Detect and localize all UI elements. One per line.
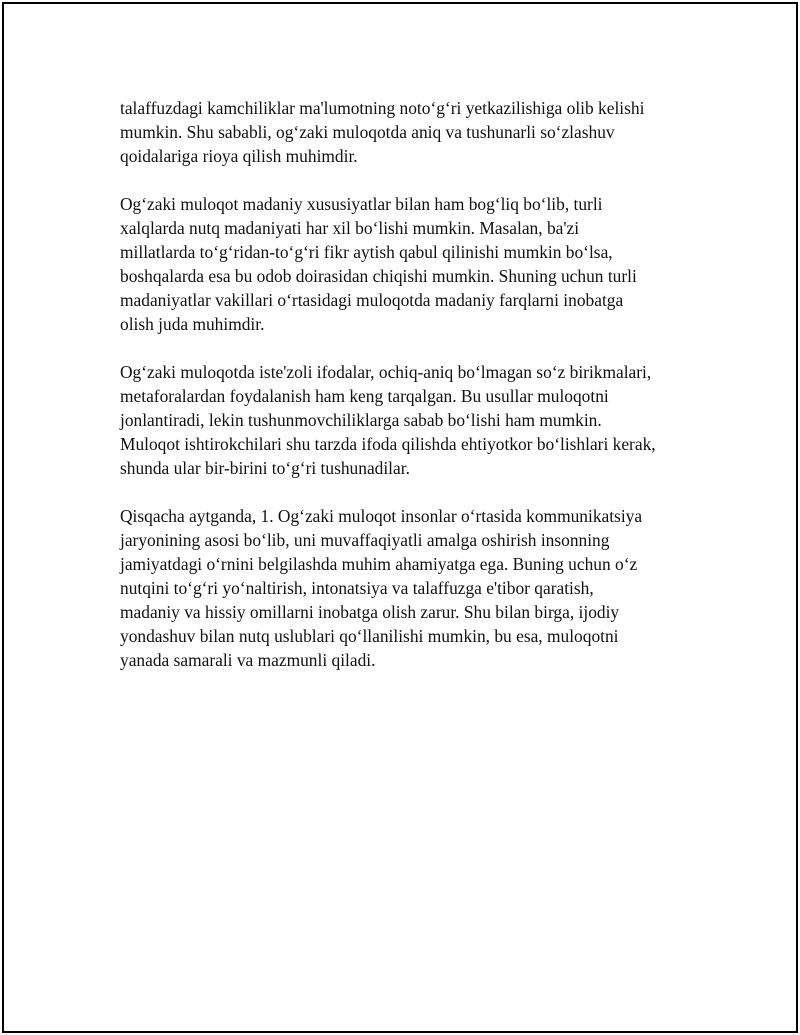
document-body: [120, 96, 700, 696]
document-page: [2, 2, 798, 1033]
paragraph-figurative-expressions: Og‘zaki muloqotda iste'zoli ifodalar, ochiq-aniq bo‘lmagan so‘z birikmalari, metaforalardan foydalanish ham keng tarqalgan. Bu usullar muloqotni jonlantiradi, lekin tushunmovchiliklarga sabab bo‘lishi ham mumkin. Muloqot ishtirokchilari shu tarzda ifoda qilishda ehtiyotkor bo‘lishlari kerak, shunda ular bir-birini to‘g‘ri tushunadilar.: [120, 362, 656, 478]
paragraph-pronunciation: talaffuzdagi kamchiliklar ma'lumotning noto‘g‘ri yetkazilishiga olib kelishi mumkin. Shu sababli, og‘zaki muloqotda aniq va tushunarli so‘zlashuv qoidalariga rioya qilish muhimdir.: [120, 98, 645, 166]
paragraph-cultural-features: Og‘zaki muloqot madaniy xususiyatlar bilan ham bog‘liq bo‘lib, turli xalqlarda nutq madaniyati har xil bo‘lishi mumkin. Masalan, ba'zi millatlarda to‘g‘ridan-to‘g‘ri fikr aytish qabul qilinishi mumkin bo‘lsa, boshqalarda esa bu odob doirasidan chiqishi mumkin. Shuning uchun turli madaniyatlar vakillari o‘rtasidagi muloqotda madaniy farqlarni inobatga olish juda muhimdir.: [120, 194, 637, 334]
paragraph-conclusion: Qisqacha aytganda, 1. Og‘zaki muloqot insonlar o‘rtasida kommunikatsiya jaryonining asosi bo‘lib, uni muvaffaqiyatli amalga oshirish insonning jamiyatdagi o‘rnini belgilashda muhim ahamiyatga ega. Buning uchun o‘z nutqini to‘g‘ri yo‘naltirish, intonatsiya va talaffuzga e'tibor qaratish, madaniy va hissiy omillarni inobatga olish zarur. Shu bilan birga, ijodiy yondashuv bilan nutq uslublari qo‘llanilishi mumkin, bu esa, muloqotni yanada samarali va mazmunli qiladi.: [120, 506, 643, 670]
